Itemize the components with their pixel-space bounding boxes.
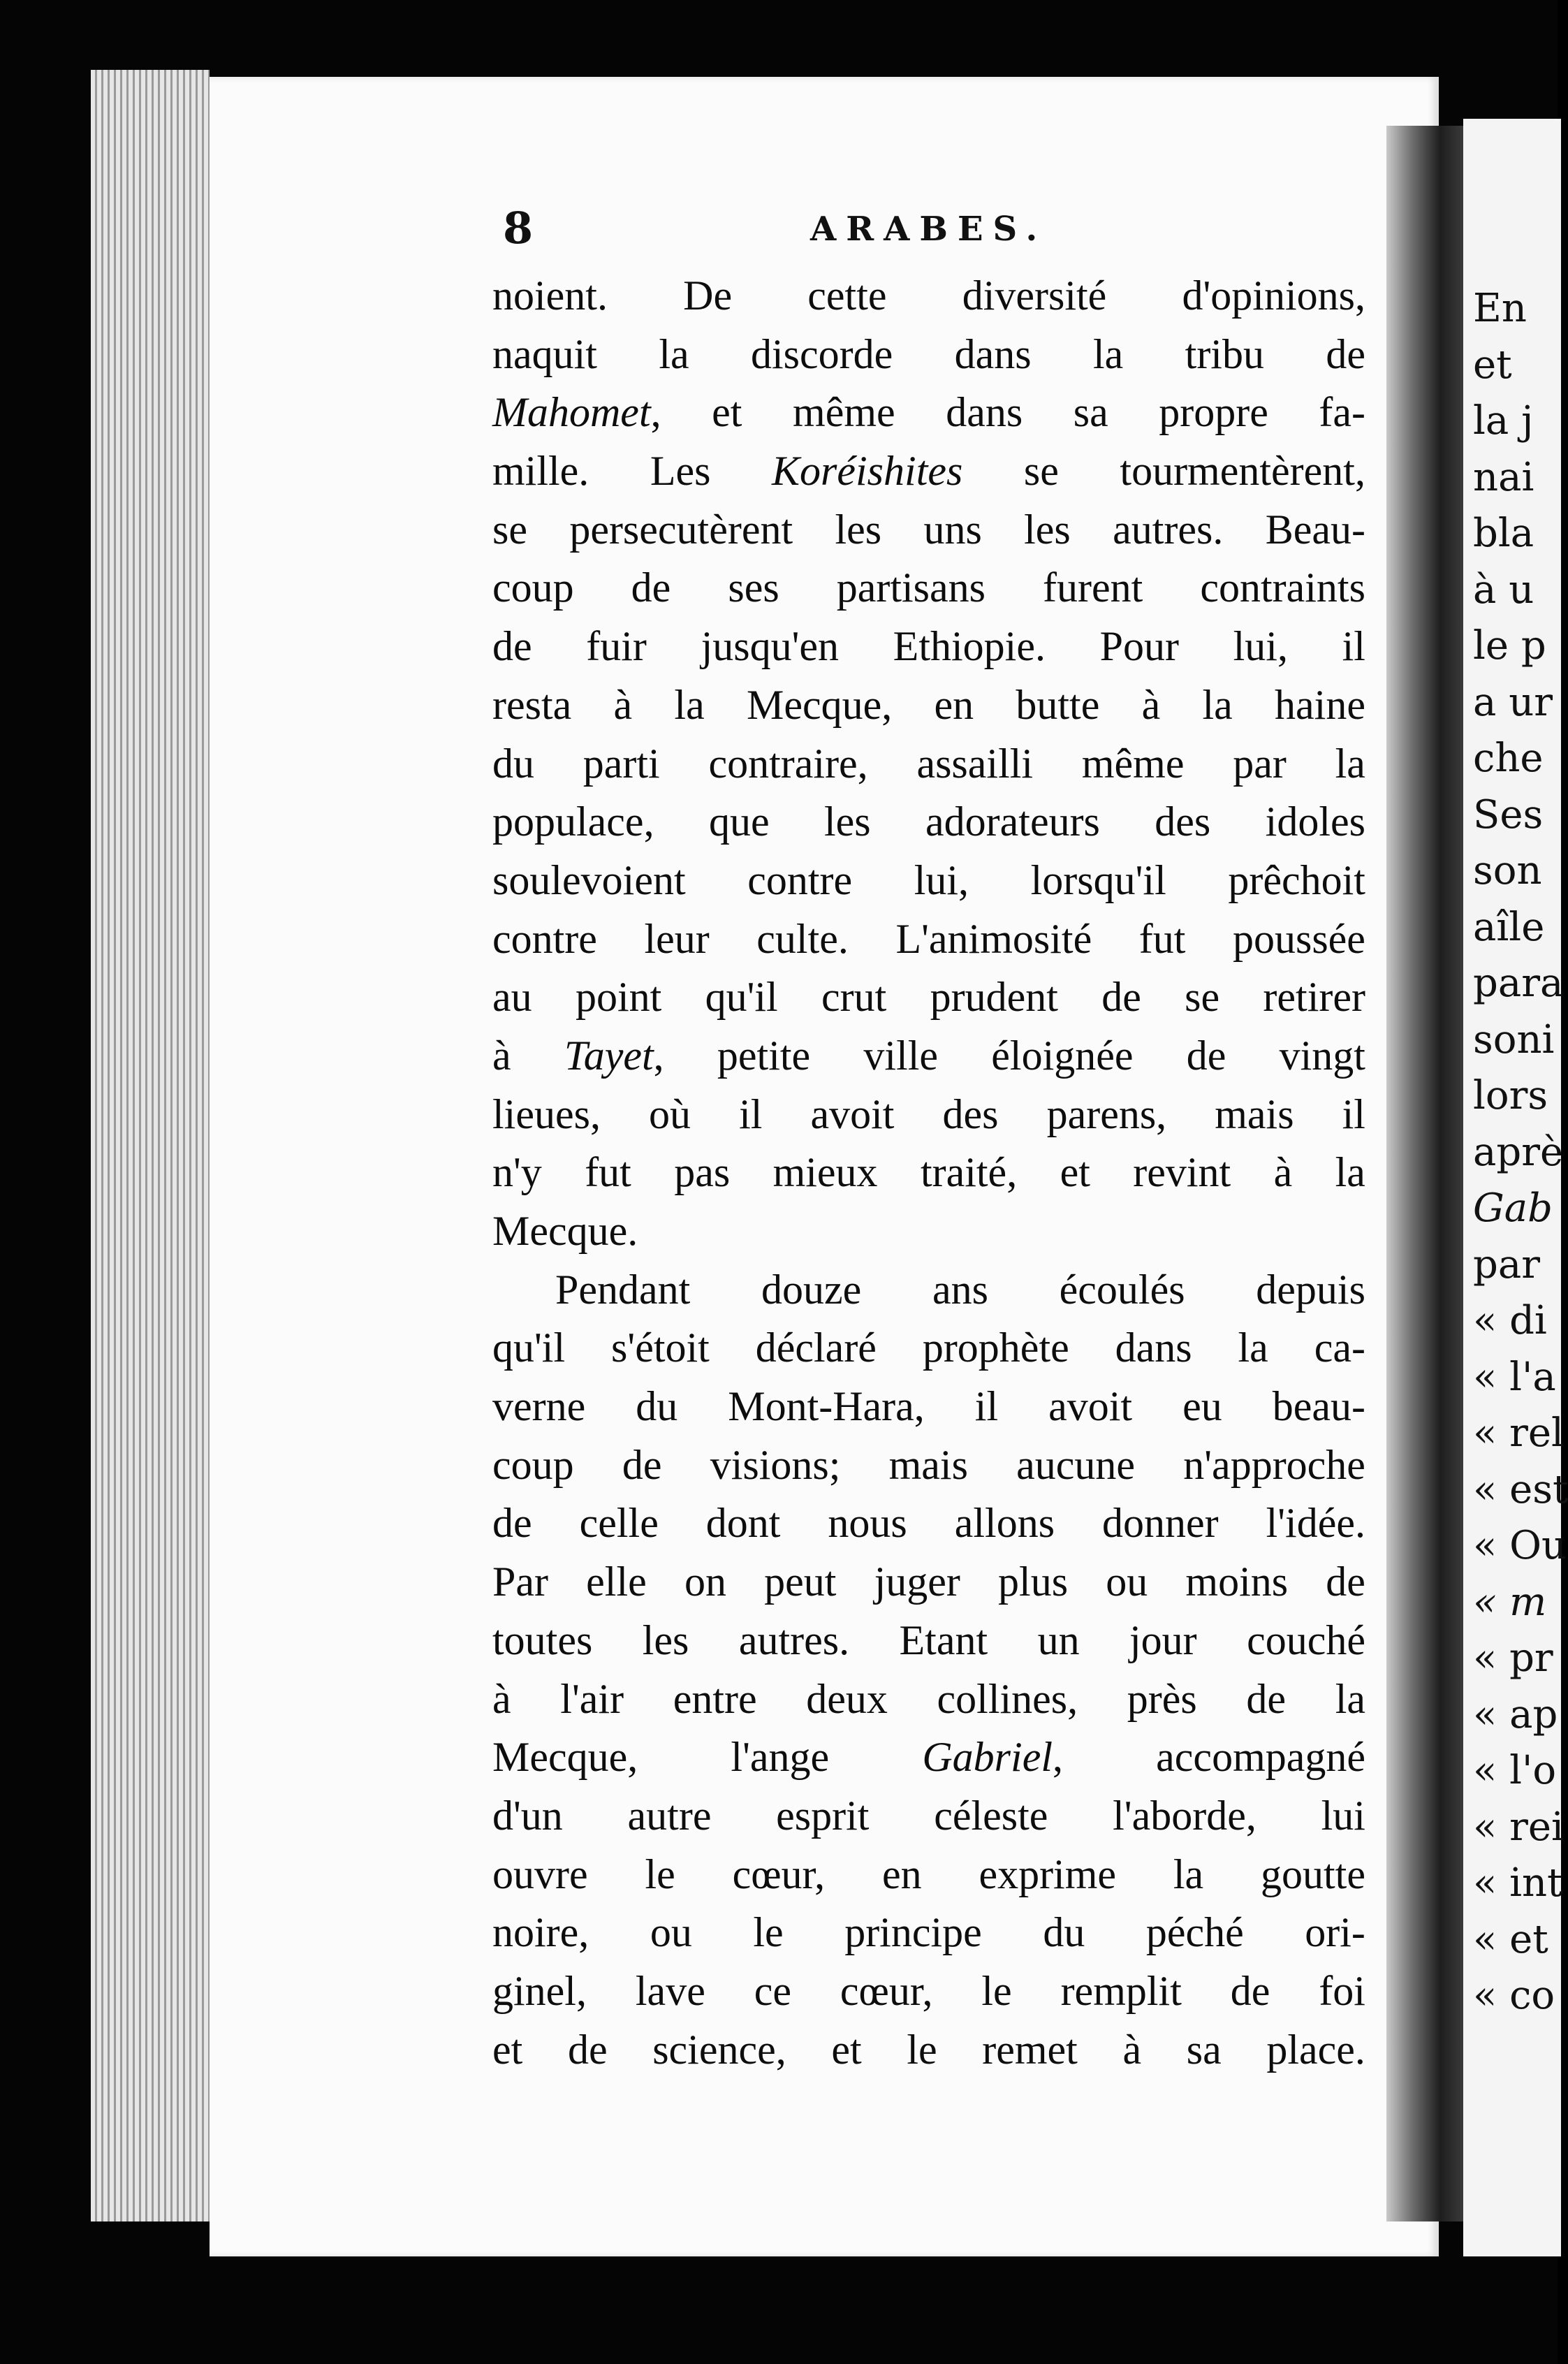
word: le <box>753 1909 784 1956</box>
word: de <box>1326 1559 1365 1605</box>
word: place. <box>1266 2026 1365 2073</box>
word: jusqu'en <box>701 623 840 670</box>
word: à <box>613 681 633 728</box>
word: depuis <box>1256 1266 1365 1313</box>
word: ou <box>650 1909 692 1956</box>
word: n'approche <box>1183 1441 1365 1488</box>
word: Mecque. <box>492 1208 638 1254</box>
word: parens, <box>1046 1090 1167 1137</box>
word: et <box>712 389 742 436</box>
word: la <box>1238 1325 1268 1371</box>
word: Beau- <box>1265 506 1365 553</box>
word: butte <box>1016 681 1100 728</box>
word: verne <box>492 1383 586 1430</box>
word: de <box>631 564 671 611</box>
text-line <box>492 1670 1365 1729</box>
word: Pendant <box>555 1266 691 1313</box>
word: de <box>1186 1032 1226 1079</box>
facing-page-edge <box>1463 119 1568 2256</box>
text-line <box>492 676 1365 735</box>
word: assailli <box>916 740 1034 787</box>
word: fa- <box>1319 389 1365 436</box>
word: se <box>1185 974 1220 1021</box>
word: l'aborde, <box>1113 1792 1256 1839</box>
word: donner <box>1102 1500 1219 1547</box>
word: avoit <box>1048 1383 1133 1430</box>
facing-page-text <box>1463 281 1568 2024</box>
word: à <box>1122 2026 1142 2073</box>
word: en <box>934 681 974 728</box>
word: l'air <box>560 1675 624 1722</box>
word: eu <box>1182 1383 1222 1430</box>
facing-line-fragment: la j <box>1473 398 1534 444</box>
word: jour <box>1129 1617 1197 1663</box>
word: les <box>1024 506 1071 553</box>
word: allons <box>954 1500 1055 1547</box>
word: fuir <box>586 623 647 670</box>
facing-line-fragment: « l'o <box>1473 1748 1557 1793</box>
word: autre <box>627 1792 712 1839</box>
text-line <box>492 1261 1365 1320</box>
word: ou <box>1106 1559 1148 1605</box>
word: et <box>1060 1149 1090 1196</box>
text-line <box>492 1144 1365 1202</box>
word: lui <box>1321 1792 1365 1839</box>
word: n'y <box>492 1149 542 1196</box>
word: la <box>1335 740 1365 787</box>
facing-line-fragment: « Ou <box>1473 1523 1567 1568</box>
facing-line-fragment: son <box>1473 848 1542 893</box>
word: lorsqu'il <box>1030 856 1166 903</box>
word: sa <box>1073 389 1108 436</box>
facing-line-fragment: soni <box>1473 1016 1555 1063</box>
text-line <box>492 326 1365 384</box>
word: les <box>823 798 871 845</box>
word: et <box>831 2026 862 2073</box>
word: péché <box>1145 1909 1244 1956</box>
word: d'opinions, <box>1182 272 1365 319</box>
word: deux <box>806 1675 888 1722</box>
word: autres. <box>1113 506 1224 553</box>
word: Mahomet, <box>492 389 661 436</box>
word: éloignée <box>991 1032 1134 1079</box>
word: juger <box>874 1559 960 1605</box>
word: ville <box>863 1032 939 1079</box>
facing-line-fragment: bla <box>1473 511 1534 556</box>
facing-line-fragment: « rei <box>1473 1804 1564 1850</box>
word: la <box>1173 1851 1204 1897</box>
word: mais <box>888 1441 968 1488</box>
text-line <box>492 1612 1365 1670</box>
word: que <box>708 798 770 845</box>
word: adorateurs <box>925 798 1100 845</box>
word: ses <box>728 564 779 611</box>
word: Mecque, <box>492 1734 638 1781</box>
text-line <box>492 618 1365 676</box>
word: contre <box>747 856 853 903</box>
word: remplit <box>1060 1967 1182 2014</box>
word: qu'il <box>705 974 778 1021</box>
word: Ethiopie. <box>893 623 1046 670</box>
facing-line-fragment: « l'a <box>1473 1354 1556 1400</box>
word: les <box>835 506 882 553</box>
word: même <box>1081 740 1185 787</box>
word: la <box>1202 681 1233 728</box>
word: moins <box>1185 1559 1289 1605</box>
text-line <box>492 1319 1365 1378</box>
page-stack-edges <box>91 70 210 2221</box>
text-line <box>492 1553 1365 1612</box>
word: prêchoit <box>1228 856 1365 903</box>
facing-line-fragment: à u <box>1473 567 1534 613</box>
text-line <box>492 1494 1365 1553</box>
facing-line-fragment: En <box>1473 286 1527 331</box>
word: il <box>974 1383 999 1430</box>
word: en <box>881 1851 922 1897</box>
word: fut <box>585 1149 631 1196</box>
text-line <box>492 852 1365 910</box>
word: Gabriel, <box>922 1734 1063 1781</box>
text-line <box>492 1202 1365 1261</box>
word: diversité <box>962 272 1107 319</box>
word: même <box>793 389 895 436</box>
word: dans <box>946 389 1023 436</box>
word: de <box>622 1441 662 1488</box>
word: goutte <box>1261 1851 1365 1897</box>
word: du <box>492 740 534 787</box>
text-line <box>492 1436 1365 1495</box>
word: discorde <box>751 330 893 377</box>
word: cœur, <box>840 1967 933 2014</box>
word: céleste <box>934 1792 1048 1839</box>
word: la <box>1335 1675 1365 1722</box>
word: sa <box>1186 2026 1222 2073</box>
word: s'étoit <box>611 1325 710 1371</box>
text-line <box>492 793 1365 852</box>
word: lui, <box>1233 623 1288 670</box>
word: où <box>649 1090 691 1137</box>
facing-line-fragment: Gab <box>1473 1185 1553 1231</box>
word: de <box>492 1500 532 1547</box>
word: on <box>684 1559 726 1605</box>
word: collines, <box>937 1675 1078 1722</box>
facing-line-fragment: « co <box>1473 1973 1555 2018</box>
word: naquit <box>492 330 597 377</box>
text-line <box>492 384 1365 442</box>
word: elle <box>586 1559 647 1605</box>
word: uns <box>923 506 982 553</box>
word: mais <box>1215 1090 1294 1137</box>
word: d'un <box>492 1792 563 1839</box>
word: persecutèrent <box>569 506 793 553</box>
word: ginel, <box>492 1967 587 2014</box>
text-line <box>492 501 1365 560</box>
text-line <box>492 1787 1365 1846</box>
word: Les <box>650 448 711 495</box>
word: accompagné <box>1156 1734 1365 1781</box>
word: retirer <box>1263 974 1365 1021</box>
word: foi <box>1319 1967 1365 2014</box>
word: de <box>1230 1967 1270 2014</box>
word: partisans <box>836 564 986 611</box>
facing-line-fragment: lors <box>1473 1073 1548 1118</box>
word: principe <box>844 1909 982 1956</box>
word: revint <box>1133 1149 1231 1196</box>
word: resta <box>492 681 572 728</box>
page-number: 8 <box>503 203 534 254</box>
word: idoles <box>1265 798 1365 845</box>
word: furent <box>1043 564 1143 611</box>
binding-gutter <box>1386 126 1463 2221</box>
word: crut <box>821 974 887 1021</box>
word: culte. <box>756 915 849 962</box>
word: ca- <box>1314 1325 1365 1371</box>
text-line <box>492 2021 1365 2080</box>
facing-line-fragment: « ap <box>1473 1691 1558 1737</box>
word: l'idée. <box>1266 1500 1365 1547</box>
word: toutes <box>492 1617 593 1663</box>
word: visions; <box>710 1441 841 1488</box>
text-line <box>492 1962 1365 2021</box>
word: de <box>1326 330 1365 377</box>
word: lui, <box>914 856 969 903</box>
word: il <box>1342 1090 1365 1137</box>
word: beau- <box>1272 1383 1365 1430</box>
word: des <box>1155 798 1211 845</box>
word: de <box>492 623 532 670</box>
word: lieues, <box>492 1090 601 1137</box>
word: se <box>492 506 527 553</box>
text-line <box>492 1378 1365 1436</box>
word: traité, <box>920 1149 1018 1196</box>
word: autres. <box>738 1617 850 1663</box>
word: le <box>981 1967 1012 2014</box>
word: coup <box>492 564 574 611</box>
word: petite <box>717 1032 811 1079</box>
word: à <box>1273 1149 1293 1196</box>
word: ans <box>932 1266 988 1313</box>
word: ce <box>754 1967 791 2014</box>
facing-line-fragment: et <box>1473 342 1512 388</box>
facing-line-fragment: « int <box>1473 1860 1563 1906</box>
word: poussée <box>1232 915 1365 962</box>
word: populace, <box>492 798 654 845</box>
word: noire, <box>492 1909 589 1956</box>
facing-line-fragment: nai <box>1473 454 1534 500</box>
word: point <box>575 974 662 1021</box>
word: soulevoient <box>492 856 686 903</box>
word: remet <box>982 2026 1078 2073</box>
page-header <box>503 203 1383 265</box>
facing-line-fragment: che <box>1473 736 1544 781</box>
word: pas <box>674 1149 731 1196</box>
word: la <box>659 330 689 377</box>
word: à <box>492 1675 511 1722</box>
word: qu'il <box>492 1325 566 1371</box>
word: dont <box>705 1500 781 1547</box>
word: contraints <box>1200 564 1365 611</box>
facing-line-fragment: aprè <box>1473 1129 1564 1175</box>
word: contre <box>492 915 597 962</box>
word: du <box>1043 1909 1085 1956</box>
facing-line-fragment: par <box>1473 1241 1541 1287</box>
facing-line-fragment: Ses <box>1473 791 1544 838</box>
facing-line-fragment: le p <box>1473 623 1546 669</box>
word: la <box>1092 330 1124 377</box>
word: peut <box>764 1559 837 1605</box>
word: près <box>1127 1675 1197 1722</box>
word: au <box>492 974 532 1021</box>
word: mille. <box>492 448 589 495</box>
word: écoulés <box>1059 1266 1185 1313</box>
text-line <box>492 442 1365 501</box>
facing-line-fragment: « est <box>1473 1466 1568 1512</box>
word: il <box>739 1090 763 1137</box>
word: tourmentèrent, <box>1120 448 1365 495</box>
word: ouvre <box>492 1851 588 1897</box>
facing-line-fragment: « m <box>1473 1579 1547 1625</box>
word: cœur, <box>732 1851 826 1897</box>
word: coup <box>492 1441 574 1488</box>
word: à <box>492 1032 511 1079</box>
word: parti <box>582 740 660 787</box>
word: du <box>636 1383 678 1430</box>
word: un <box>1037 1617 1080 1663</box>
word: ori- <box>1305 1909 1365 1956</box>
word: douze <box>761 1266 862 1313</box>
facing-line-fragment: a ur <box>1473 679 1553 725</box>
word: de <box>1101 974 1141 1021</box>
word: les <box>642 1617 689 1663</box>
running-head: ARABES. <box>810 210 1048 249</box>
word: le <box>645 1851 675 1897</box>
text-line <box>492 910 1365 969</box>
text-line <box>492 735 1365 794</box>
word: esprit <box>776 1792 870 1839</box>
word: Koréishites <box>772 448 963 495</box>
word: prudent <box>930 974 1058 1021</box>
facing-line-fragment: aîle <box>1473 904 1545 950</box>
word: leur <box>644 915 710 962</box>
word: de <box>567 2026 608 2073</box>
word: fut <box>1138 915 1186 962</box>
body-text <box>492 267 1365 2079</box>
word: des <box>942 1090 999 1137</box>
facing-line-fragment: « et <box>1473 1916 1548 1962</box>
word: noient. <box>492 272 608 319</box>
text-line <box>492 559 1365 618</box>
text-line <box>492 1904 1365 1962</box>
word: à <box>1141 681 1161 728</box>
word: Etant <box>899 1617 988 1663</box>
word: Tayet, <box>564 1032 664 1079</box>
word: aucune <box>1016 1441 1136 1488</box>
word: contraire, <box>708 740 868 787</box>
word: couché <box>1247 1617 1365 1663</box>
facing-line-fragment: « di <box>1473 1298 1547 1343</box>
text-line <box>492 1846 1365 1904</box>
word: lave <box>635 1967 705 2014</box>
word: l'ange <box>731 1734 830 1781</box>
word: exprime <box>979 1851 1117 1897</box>
word: entre <box>673 1675 757 1722</box>
word: L'animosité <box>895 915 1092 962</box>
word: vingt <box>1279 1032 1365 1079</box>
word: plus <box>998 1559 1069 1605</box>
word: dans <box>954 330 1032 377</box>
word: Mecque, <box>746 681 893 728</box>
word: la <box>674 681 705 728</box>
word: tribu <box>1185 330 1264 377</box>
word: déclaré <box>755 1325 877 1371</box>
word: de <box>1246 1675 1287 1722</box>
word: haine <box>1275 681 1365 728</box>
word: propre <box>1159 389 1268 436</box>
facing-line-fragment: para <box>1473 961 1564 1006</box>
word: avoit <box>810 1090 895 1137</box>
word: Mont-Hara, <box>728 1383 925 1430</box>
text-line <box>492 267 1365 326</box>
word: le <box>907 2026 937 2073</box>
word: dans <box>1115 1325 1192 1371</box>
facing-line-fragment: « rel <box>1473 1410 1564 1456</box>
word: celle <box>579 1500 659 1547</box>
word: il <box>1342 623 1365 670</box>
word: par <box>1233 740 1287 787</box>
word: prophète <box>922 1325 1069 1371</box>
facing-line-fragment: « pr <box>1473 1635 1553 1681</box>
word: nous <box>828 1500 907 1547</box>
word: cette <box>807 272 887 319</box>
word: et <box>492 2026 523 2073</box>
word: De <box>683 272 733 319</box>
word: mieux <box>772 1149 878 1196</box>
text-line <box>492 1086 1365 1144</box>
text-line <box>492 1728 1365 1787</box>
text-line <box>492 968 1365 1027</box>
word: Pour <box>1099 623 1179 670</box>
text-line <box>492 1027 1365 1086</box>
word: se <box>1023 448 1059 495</box>
word: Par <box>492 1559 548 1605</box>
word: science, <box>652 2026 786 2073</box>
word: la <box>1335 1149 1365 1196</box>
